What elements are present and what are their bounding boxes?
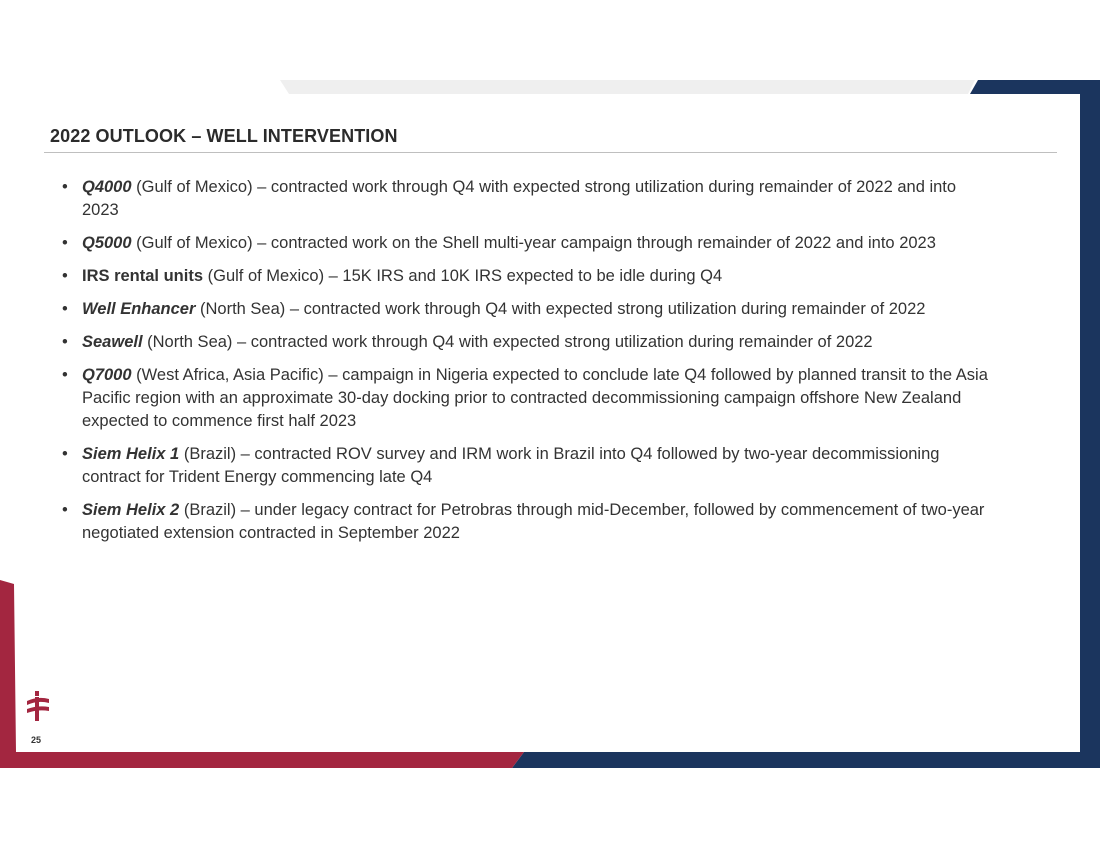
red-frame — [0, 580, 524, 768]
bullet-text: (Brazil) – contracted ROV survey and IRM work in Brazil into Q4 followed by two-year decommissioning contract for Trident Energy commencing late Q4 — [82, 445, 940, 486]
list-item — [62, 265, 992, 288]
bullet-dot: • — [62, 333, 68, 351]
bullet-dot: • — [62, 366, 68, 384]
list-item — [62, 331, 992, 354]
bullet-text: (North Sea) – contracted work through Q4 with expected strong utilization during remainder of 2022 — [142, 333, 873, 351]
bullet-text: (North Sea) – contracted work through Q4 with expected strong utilization during remainder of 2022 — [195, 300, 926, 318]
vessel-name: Siem Helix 1 — [82, 445, 180, 463]
list-item — [62, 499, 992, 545]
bullet-dot: • — [62, 445, 68, 463]
vessel-name: IRS rental units — [82, 267, 204, 285]
list-item — [62, 443, 992, 489]
bullet-text: (West Africa, Asia Pacific) – campaign in Nigeria expected to conclude late Q4 followed by planned transit to the Asia Pacific region with an approximate 30-day docking prior to contracted decommissioning campaign offshore New Zealand expected to commence first half 2023 — [82, 366, 988, 430]
bullet-list — [62, 176, 992, 555]
list-item — [62, 232, 992, 255]
vessel-name: Q7000 — [82, 366, 132, 384]
top-gray-band — [280, 80, 975, 94]
vessel-name: Well Enhancer — [82, 300, 196, 318]
bullet-text: (Gulf of Mexico) – 15K IRS and 10K IRS expected to be idle during Q4 — [203, 267, 723, 285]
bullet-dot: • — [62, 267, 68, 285]
vessel-name: Q5000 — [82, 234, 132, 252]
bullet-dot: • — [62, 300, 68, 318]
list-item — [62, 364, 992, 433]
vessel-name: Seawell — [82, 333, 143, 351]
page-number: 25 — [31, 735, 42, 745]
bullet-dot: • — [62, 501, 68, 519]
vessel-name: Siem Helix 2 — [82, 501, 180, 519]
bullet-dot: • — [62, 178, 68, 196]
list-item — [62, 176, 992, 222]
title-divider — [44, 152, 1057, 153]
bullet-text: (Gulf of Mexico) – contracted work through Q4 with expected strong utilization during remainder of 2022 and into 2023 — [82, 178, 957, 219]
bullet-text: (Brazil) – under legacy contract for Petrobras through mid-December, followed by commencement of two-year negotiated extension contracted in September 2022 — [82, 501, 985, 542]
helix-logo-icon — [24, 691, 52, 721]
page-title: 2022 OUTLOOK – WELL INTERVENTION — [50, 126, 398, 146]
vessel-name: Q4000 — [82, 178, 132, 196]
bullet-text: (Gulf of Mexico) – contracted work on the Shell multi-year campaign through remainder of 2022 and into 2023 — [131, 234, 936, 252]
bullet-dot: • — [62, 234, 68, 252]
list-item — [62, 298, 992, 321]
